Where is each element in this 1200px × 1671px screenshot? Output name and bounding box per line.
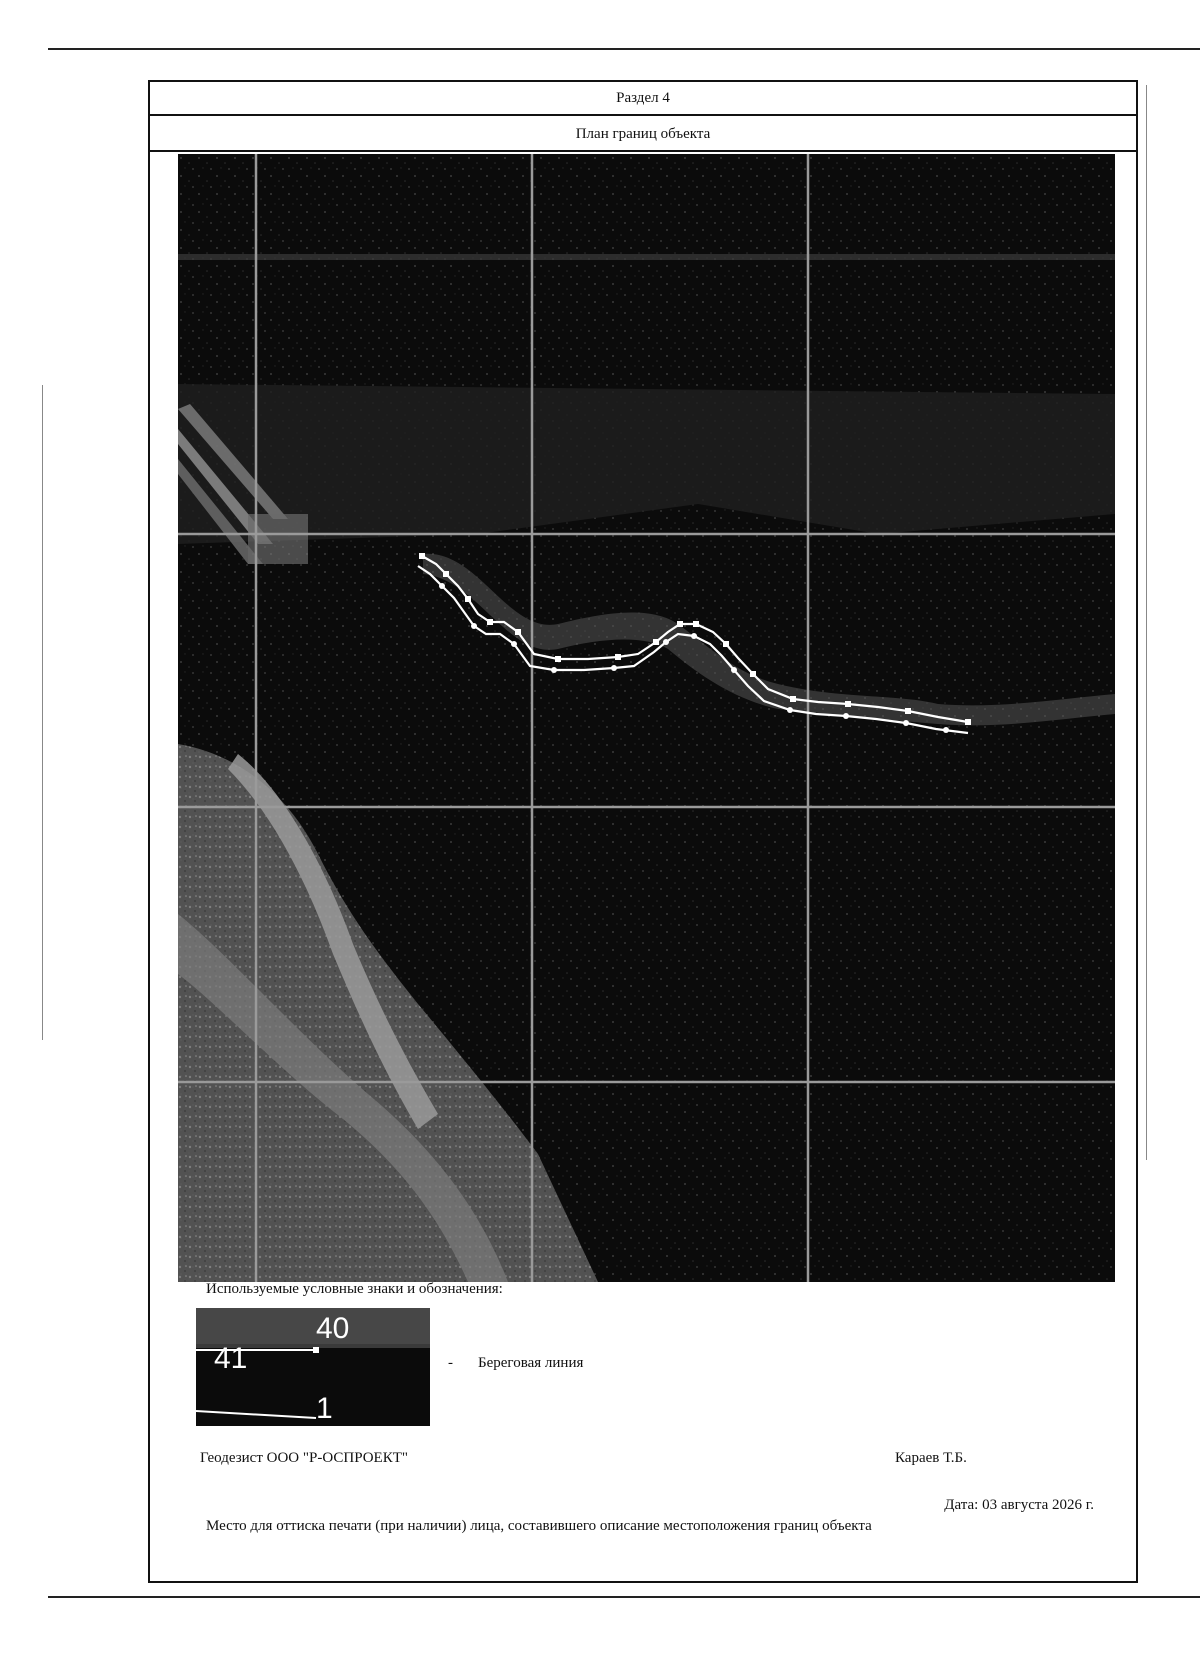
plan-title: План границ объекта: [575, 125, 711, 142]
legend-swatch: [196, 1308, 430, 1426]
terrain-band-top: [178, 254, 1115, 260]
vertex-point: [555, 656, 561, 662]
vertex-point: [615, 654, 621, 660]
vertex-point: [965, 719, 971, 725]
vertex-point: [487, 619, 493, 625]
vertex-point: [731, 667, 737, 673]
vertex-point: [787, 707, 793, 713]
section-header: [150, 82, 1136, 116]
vertex-point: [439, 583, 445, 589]
vertex-point: [723, 641, 729, 647]
vertex-point: [551, 667, 557, 673]
vertex-point: [515, 629, 521, 635]
vertex-point: [471, 623, 477, 629]
vertex-point: [419, 553, 425, 559]
stamp-place-note: Место для оттиска печати (при наличии) лица, составившего описание местоположения границ объекта: [206, 1518, 872, 1534]
signer-name: Караев Т.Б.: [895, 1450, 967, 1466]
vertex-point: [691, 633, 697, 639]
vertex-point: [443, 571, 449, 577]
vertex-point: [905, 708, 911, 714]
vertex-point: [663, 639, 669, 645]
scan-border-top: [48, 48, 1200, 50]
vertex-point: [843, 713, 849, 719]
legend-vertex: [313, 1347, 319, 1353]
scan-edge-right: [1146, 85, 1147, 1160]
legend-point-label: 1: [316, 1392, 333, 1425]
document-date: Дата: 03 августа 2026 г.: [944, 1497, 1094, 1513]
vertex-point: [611, 665, 617, 671]
boundary-plan-map: [178, 154, 1115, 1282]
document-frame: [148, 80, 1138, 1583]
legend-dash: -: [448, 1355, 453, 1371]
surveyor-name: Геодезист ООО "Р-ОСПРОЕКТ": [200, 1450, 409, 1466]
vertex-point: [845, 701, 851, 707]
vertex-point: [511, 641, 517, 647]
vertex-point: [790, 696, 796, 702]
legend-point-label: 41: [214, 1342, 248, 1375]
legend-item-label: Береговая линия: [478, 1355, 584, 1371]
vertex-point: [677, 621, 683, 627]
section-title: Раздел 4: [616, 89, 670, 106]
vertex-point: [693, 621, 699, 627]
vertex-point: [903, 720, 909, 726]
scan-edge-left: [42, 385, 43, 1040]
legend-title: Используемые условные знаки и обозначения:: [206, 1281, 503, 1297]
legend-point-label: 40: [316, 1312, 350, 1345]
plan-title-row: [150, 118, 1136, 152]
vertex-point: [465, 596, 471, 602]
scan-border-bottom: [48, 1596, 1200, 1598]
vertex-point: [943, 727, 949, 733]
vertex-point: [750, 671, 756, 677]
vertex-point: [653, 639, 659, 645]
